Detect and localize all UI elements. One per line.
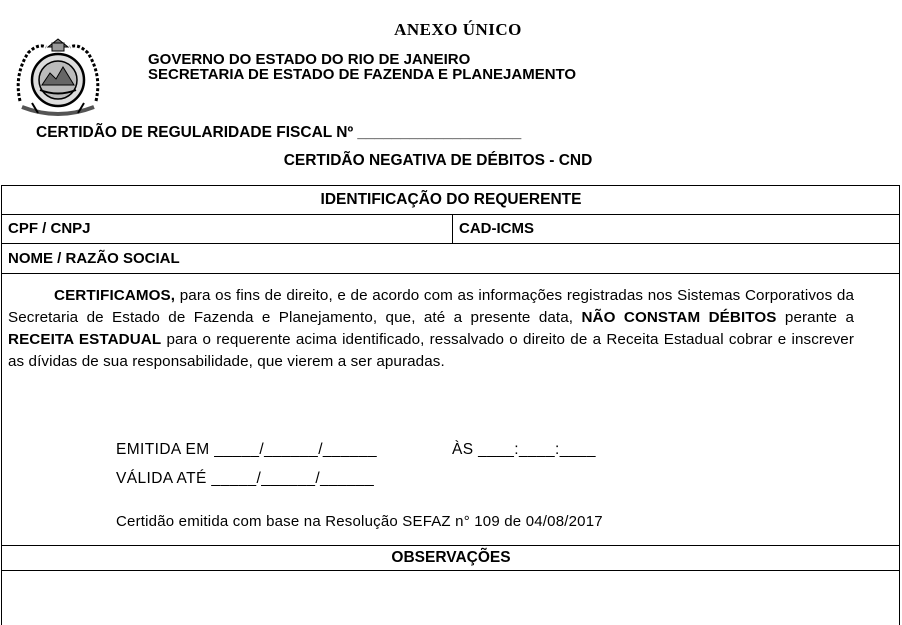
certificate-type: CERTIDÃO NEGATIVA DE DÉBITOS - CND xyxy=(283,152,593,169)
certification-text-segment: para os fins de direito, e de acordo com as informações registradas nos Sistemas Corporativos da Secretaria de Estado de Fazenda e Planejamento, que, até a presente data, xyxy=(8,287,854,326)
table-border xyxy=(1,185,900,186)
certification-text-segment: perante a xyxy=(776,309,855,326)
government-name: GOVERNO DO ESTADO DO RIO DE JANEIRO xyxy=(148,51,471,68)
state-revenue-keyword: RECEITA ESTADUAL xyxy=(8,331,162,348)
name-label: NOME / RAZÃO SOCIAL xyxy=(8,250,180,267)
table-border xyxy=(1,545,900,546)
certification-text xyxy=(8,285,854,373)
cad-icms-label: CAD-ICMS xyxy=(459,220,534,237)
no-debts-keyword: NÃO CONSTAM DÉBITOS xyxy=(581,309,777,326)
table-border xyxy=(1,214,900,215)
identification-title: IDENTIFICAÇÃO DO REQUERENTE xyxy=(320,191,582,208)
column-divider xyxy=(452,214,453,243)
resolution-note: Certidão emitida com base na Resolução SEFAZ n° 109 de 04/08/2017 xyxy=(116,513,603,530)
observations-title: OBSERVAÇÕES xyxy=(391,549,511,566)
table-border xyxy=(1,243,900,244)
issued-date-field[interactable]: EMITIDA EM _____/______/______ xyxy=(116,441,378,458)
table-border xyxy=(1,570,900,571)
issued-time-field[interactable]: ÀS ____:____:____ xyxy=(452,441,596,458)
certificate-number-line: CERTIDÃO DE REGULARIDADE FISCAL Nº ___________________ xyxy=(36,124,522,141)
cpf-cnpj-label: CPF / CNPJ xyxy=(8,220,91,237)
annex-title: ANEXO ÚNICO xyxy=(394,20,522,39)
secretariat-name: SECRETARIA DE ESTADO DE FAZENDA E PLANEJAMENTO xyxy=(148,66,577,83)
table-border xyxy=(1,273,900,274)
certify-keyword: CERTIFICAMOS, xyxy=(54,287,176,304)
government-heading xyxy=(148,52,576,82)
state-coat-of-arms xyxy=(8,35,108,120)
certification-text-segment: para o requerente acima identificado, ressalvado o direito de a Receita Estadual cobrar e inscrever as dívidas de sua responsabilidade, que vierem a ser apuradas. xyxy=(8,331,854,370)
valid-until-field[interactable]: VÁLIDA ATÉ _____/______/______ xyxy=(116,470,375,487)
